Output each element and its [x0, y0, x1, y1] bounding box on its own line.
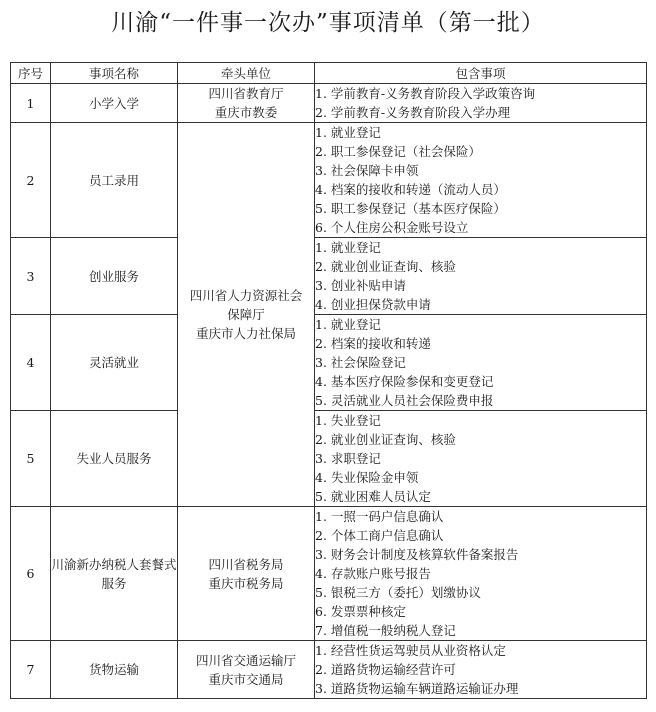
row-number: 1	[11, 84, 51, 123]
header-serial-number: 序号	[11, 63, 51, 84]
included-item: 2. 道路货物运输经营许可	[315, 662, 456, 677]
table-row	[11, 315, 647, 411]
matter-name: 川渝新办纳税人套餐式服务	[51, 507, 178, 641]
included-item: 3. 创业补贴申请	[315, 278, 406, 293]
matter-name: 创业服务	[51, 238, 178, 315]
header-included-matters: 包含事项	[315, 63, 647, 84]
lead-unit-line: 重庆市人力社保局	[195, 326, 296, 341]
included-item: 4. 创业担保贷款申请	[315, 297, 431, 312]
included-item: 3. 道路货物运输车辆道路运输证办理	[315, 681, 519, 696]
included-item: 4. 失业保险金申领	[315, 470, 419, 485]
lead-unit-line: 四川省交通运输厅	[195, 652, 296, 668]
included-item: 1. 经营性货运驾驶员从业资格认定	[315, 643, 506, 658]
included-item: 1. 学前教育-义务教育阶段入学政策咨询	[315, 86, 536, 101]
lead-unit-line: 四川省人力资源社会	[189, 288, 303, 303]
lead-unit-shared	[178, 123, 315, 507]
lead-unit-line: 重庆市教委	[214, 105, 278, 120]
included-item: 5. 职工参保登记（基本医疗保险）	[315, 201, 506, 216]
table-header-row	[11, 63, 647, 84]
table-row	[11, 507, 647, 641]
included-item: 3. 社会保险登记	[315, 355, 406, 370]
matter-name: 员工录用	[51, 123, 178, 238]
matters-table	[10, 62, 647, 699]
lead-unit-line: 重庆市税务局	[208, 575, 284, 591]
included-item: 1. 就业登记	[315, 125, 381, 140]
row-number: 3	[11, 238, 51, 315]
header-matter-name: 事项名称	[51, 63, 178, 84]
included-item: 2. 档案的接收和转递	[315, 336, 431, 351]
included-items	[315, 315, 647, 411]
included-item: 4. 基本医疗保险参保和变更登记	[315, 374, 494, 389]
lead-unit-line: 重庆市交通局	[208, 671, 284, 687]
lead-unit	[178, 641, 315, 699]
included-item: 5. 就业困难人员认定	[315, 489, 431, 504]
included-item: 3. 社会保障卡申领	[315, 163, 419, 178]
page-title: 川渝“一件事一次办”事项清单（第一批）	[111, 10, 545, 36]
matter-name: 灵活就业	[51, 315, 178, 411]
included-item: 7. 增值税一般纳税人登记	[315, 623, 456, 638]
included-item: 1. 失业登记	[315, 413, 381, 428]
included-item: 4. 档案的接收和转递（流动人员）	[315, 182, 506, 197]
included-item: 6. 发票票种核定	[315, 604, 406, 619]
included-items	[315, 123, 647, 238]
included-item: 3. 财务会计制度及核算软件备案报告	[315, 547, 519, 562]
table-row	[11, 84, 647, 123]
included-item: 2. 个体工商户信息确认	[315, 528, 444, 543]
included-item: 2. 就业创业证查询、核验	[315, 432, 456, 447]
included-items	[315, 507, 647, 641]
row-number: 6	[11, 507, 51, 641]
included-item: 4. 存款账户账号报告	[315, 566, 431, 581]
included-items	[315, 238, 647, 315]
included-item: 2. 职工参保登记（社会保险）	[315, 144, 481, 159]
row-number: 4	[11, 315, 51, 411]
header-lead-unit: 牵头单位	[178, 63, 315, 84]
included-item: 1. 一照一码户信息确认	[315, 509, 444, 524]
included-item: 1. 就业登记	[315, 240, 381, 255]
included-item: 6. 个人住房公积金账号设立	[315, 220, 469, 235]
included-items	[315, 84, 647, 123]
lead-unit-line: 保障厅	[227, 307, 265, 322]
table-row	[11, 238, 647, 315]
lead-unit	[178, 84, 315, 123]
included-item: 2. 学前教育-义务教育阶段入学办理	[315, 105, 511, 120]
matter-name: 货物运输	[51, 641, 178, 699]
lead-unit-line: 四川省教育厅	[208, 86, 284, 101]
included-item: 1. 就业登记	[315, 317, 381, 332]
included-items	[315, 411, 647, 507]
matter-name: 失业人员服务	[51, 411, 178, 507]
included-item: 3. 求职登记	[315, 451, 381, 466]
table-row	[11, 123, 647, 238]
row-number: 7	[11, 641, 51, 699]
lead-unit	[178, 507, 315, 641]
included-item: 5. 灵活就业人员社会保险费申报	[315, 393, 494, 408]
row-number: 5	[11, 411, 51, 507]
table-row	[11, 411, 647, 507]
lead-unit-line: 四川省税务局	[208, 556, 284, 572]
matter-name: 小学入学	[51, 84, 178, 123]
table-row	[11, 641, 647, 699]
included-items	[315, 641, 647, 699]
included-item: 5. 银税三方（委托）划缴协议	[315, 585, 481, 600]
included-item: 2. 就业创业证查询、核验	[315, 259, 456, 274]
row-number: 2	[11, 123, 51, 238]
